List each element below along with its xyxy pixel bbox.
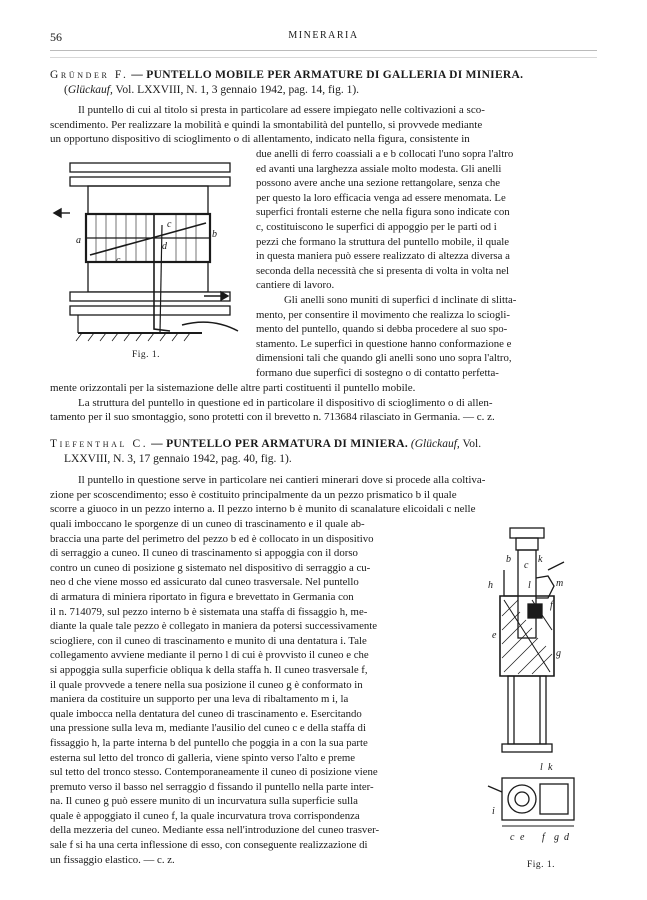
- header-rule: [50, 50, 597, 51]
- article1-details: Vol. LXXVIII, N. 1, 3 gennaio 1942, pag. 14, fig. 1).: [115, 84, 360, 96]
- text-line: braccia una parte del perimetro del pezzo b ed è collocato in un dispositivo: [50, 532, 374, 545]
- text-line: mento del puntello, quando si debba procedere al suo spo-: [256, 323, 508, 336]
- article2-figure-caption: Fig. 1.: [527, 860, 556, 870]
- text-line: Il puntello di cui al titolo si presta in particolare ad essere impiegato nelle coltivazioni a sco-: [78, 104, 485, 116]
- text-line: una pressione sulla leva m, mediante l'ausilio del cuneo c e della staffa di: [50, 722, 366, 735]
- fig2-label-e: e: [492, 630, 497, 641]
- fig2-plan-inner-circle: [515, 792, 529, 806]
- fig-arrowhead-left: [54, 209, 61, 217]
- fig-label-a: a: [76, 235, 81, 246]
- fig2-lever-m: [548, 562, 564, 570]
- article1-para1-wrap: [256, 147, 600, 381]
- text-line: collegamento avviene mediante il perno l di cui è provvisto il cuneo e che: [50, 649, 369, 662]
- text-line: superfici frontali esterne che nella figura sono indicate con: [256, 206, 510, 219]
- text-line: un fissaggio elastico. — c. z.: [50, 853, 175, 866]
- article2-details-1: Vol.: [462, 438, 482, 450]
- article1-title: — PUNTELLO MOBILE PER ARMATURE DI GALLERIA DI MINIERA.: [131, 69, 524, 81]
- text-line: un opportuno dispositivo di scioglimento o di allentamento, indicato nella figura, consistente in: [50, 133, 470, 146]
- text-line: La struttura del puntello in questione ed in particolare il dispositivo di scioglimento o di allen-: [78, 396, 493, 409]
- text-line: formano due superfici di sostegno o di contatto perfetta-: [256, 366, 499, 379]
- article1-figure-caption: Fig. 1.: [132, 350, 161, 360]
- text-line: due anelli di ferro coassiali a e b collocati l'uno sopra l'altro: [256, 148, 514, 160]
- fig-ground-hatch: [76, 333, 190, 341]
- fig2-label-h: h: [488, 580, 493, 591]
- article1-para2-end: [50, 381, 600, 425]
- article1-author: Gründer F.: [50, 69, 129, 81]
- text-line: per questo la loro efficacia venga ad essere menomata. Le: [256, 191, 506, 204]
- article2-title: — PUNTELLO PER ARMATURA DI MINIERA.: [151, 438, 409, 450]
- fig2-label-g: g: [556, 648, 561, 659]
- text-line: sciogliere, con il cuneo di trascinamento e munito di una dentatura i. Tale: [50, 634, 367, 647]
- text-line: tamento per il suo smontaggio, sono protetti con il brevetto n. 713684 rilasciato in Germania. — c. z.: [50, 411, 495, 424]
- text-line: seconda della necessità che si presenta di volta in volta nel: [256, 264, 510, 277]
- text-line: pezzi che formano la struttura del puntello mobile, il quale: [256, 235, 510, 248]
- header-rule-faint: [50, 57, 597, 58]
- text-line: fissaggio h, la parte interna b del puntello che poggia in a con la sua parte: [50, 736, 368, 749]
- article1-journal: Glückauf,: [67, 84, 113, 96]
- article1-heading: [50, 68, 600, 98]
- fig-beam-second: [70, 177, 230, 186]
- text-line: Gli anelli sono muniti di superfici d inclinate di slitta-: [284, 293, 517, 306]
- article2-heading: [50, 437, 600, 467]
- article2-details-2: LXXVIII, N. 3, 17 gennaio 1942, pag. 40, fig. 1).: [64, 453, 292, 465]
- article1-para1-top: [50, 103, 600, 147]
- text-line: si appoggia sulla superficie obliqua k della staffa h. Il cuneo trasversale f,: [50, 663, 368, 676]
- fig2-label-l: l: [528, 580, 531, 591]
- text-line: c, costituiscono le superfici di appoggio per le parti od i: [256, 220, 497, 233]
- text-line: cantiere di lavoro.: [256, 279, 335, 292]
- fig2-wedge-f: [528, 604, 542, 618]
- text-line: sul tetto del tronco stesso. Contemporaneamente il cuneo di posizione viene: [50, 766, 378, 779]
- fig2-plan-label-i: i: [492, 806, 495, 817]
- text-line: na. Il cuneo g può essere munito di un incurvatura sulla superficie sulla: [50, 795, 358, 808]
- fig2-plan-label-k: k: [548, 762, 553, 773]
- article2-body-wrap: [50, 517, 464, 867]
- text-line: possono avere anche una sezione rettangolare, senza che: [256, 177, 501, 190]
- text-line: zione per scoscendimento; esso è costituito principalmente da un pezzo prismatico b il quale: [50, 488, 457, 501]
- fig2-label-k: k: [538, 554, 543, 565]
- fig2-label-c: c: [524, 560, 529, 571]
- text-line: ed avanti una larghezza assiale molto modesta. Gli anelli: [256, 162, 502, 175]
- text-line: di armatura di miniera riportato in figura e brevettato in Germania con: [50, 590, 354, 603]
- page-number: 56: [50, 30, 62, 44]
- text-line: scendimento. Per realizzare la mobilità e quindi la smontabilità del puntello, si provvede mediante: [50, 118, 483, 131]
- article2-figure: [474, 526, 604, 854]
- fig-label-c-top: c: [167, 219, 172, 230]
- fig2-foot: [502, 744, 552, 752]
- fig2-plan-label-f: f: [542, 832, 545, 843]
- fig-label-c-bottom: c: [116, 255, 121, 266]
- fig-incline-d: [90, 223, 206, 255]
- fig2-plan-lever: [488, 786, 502, 792]
- text-line: quale è appoggiato il cuneo f, la quale incurvatura trova corrispondenza: [50, 809, 360, 822]
- text-line: premuto verso il basso nel serraggio d fissando il puntello nella parte inter-: [50, 780, 374, 793]
- text-line: esterna sul letto del tronco di galleria, viene spinto verso l'alto e preme: [50, 751, 356, 764]
- fig-label-d: d: [162, 241, 167, 252]
- fig2-plan-circle: [508, 785, 536, 813]
- fig-upper-block: [88, 186, 208, 214]
- fig2-label-b: b: [506, 554, 511, 565]
- fig-beam-bottom: [70, 306, 230, 315]
- fig2-label-f: f: [550, 600, 553, 611]
- text-line: della mezzeria del cuneo. Mediante essa nell'introduzione del cuneo trasver-: [50, 824, 380, 837]
- article1-figure: [52, 155, 252, 345]
- fig2-label-m: m: [556, 578, 564, 589]
- fig2-plan-label-c: c: [510, 832, 515, 843]
- fig2-plan-label-g: g: [554, 832, 559, 843]
- fig2-plan-wedge: [540, 784, 568, 814]
- fig-label-b: b: [212, 229, 217, 240]
- fig2-plan-label-d: d: [564, 832, 569, 843]
- article1-source: (Glückauf, Vol. LXXVIII, N. 1, 3 gennaio 1942, pag. 14, fig. 1).: [64, 84, 360, 96]
- article2-journal: (Glückauf,: [410, 438, 460, 450]
- fig-beam-top: [70, 163, 230, 172]
- running-title: MINERARIA: [288, 30, 359, 41]
- fig2-neck: [516, 538, 538, 550]
- text-line: quale imbocca nella dentatura del cuneo di trascinamento e. Esercitando: [50, 707, 362, 720]
- text-line: in questa maniera può essere realizzato di altezza diversa a: [256, 250, 510, 263]
- text-line: mente orizzontali per la sistemazione delle altre parti costituenti il puntello mobile.: [50, 382, 416, 394]
- text-line: maniera da costituire un supporto per una leva di ribaltamento m i, la: [50, 693, 349, 706]
- text-line: contro un cuneo di posizione g sistemato nel dispositivo di serraggio a cu-: [50, 561, 371, 574]
- fig2-plan-label-l: l: [540, 762, 543, 773]
- text-line: mento, per consentire il movimento che realizza lo sciogli-: [256, 308, 510, 321]
- fig2-wedge-line: [504, 600, 550, 672]
- article2-body-top: [50, 473, 600, 517]
- text-line: il n. 714079, sul pezzo interno b è sistemata una staffa di fissaggio h, me-: [50, 605, 368, 618]
- text-line: diante la quale tale pezzo è collegato in maniera da potersi successivamente: [50, 620, 378, 633]
- text-line: sale f si ha una certa inflessione di esso, con conseguente realizzazione di: [50, 839, 368, 852]
- text-line: di serraggio a cuneo. Il cuneo di trascinamento si appoggia con il dorso: [50, 547, 358, 560]
- fig2-cap: [510, 528, 544, 538]
- text-line: Il puntello in questione serve in particolare nei cantieri minerari dove si procede alla coltiva-: [78, 474, 486, 486]
- fig2-plan-label-e: e: [520, 832, 525, 843]
- text-line: dimensioni tali che quando gli anelli sono uno sopra l'altro,: [256, 352, 512, 365]
- text-line: neo d che viene mosso ed assicurato dal cuneo trasversale. Nel puntello: [50, 576, 359, 589]
- text-line: quali imboccano le sporgenze di un cuneo di trascinamento e il quale ab-: [50, 518, 365, 530]
- text-line: scorre a giuoco in un pezzo interno a. Il pezzo interno b è munito di scanalature elicoidali c nelle: [50, 503, 476, 516]
- fig-wedge-curve: [182, 322, 238, 331]
- page-header: [50, 30, 597, 46]
- text-line: il quale provvede a tenere nella sua posizione il cuneo g è conformato in: [50, 678, 363, 691]
- text-line: stamento. Le superfici in questione hanno conformazione e: [256, 337, 512, 350]
- fig-lower-block: [88, 262, 208, 292]
- article2-author: Tiefenthal C.: [50, 438, 149, 450]
